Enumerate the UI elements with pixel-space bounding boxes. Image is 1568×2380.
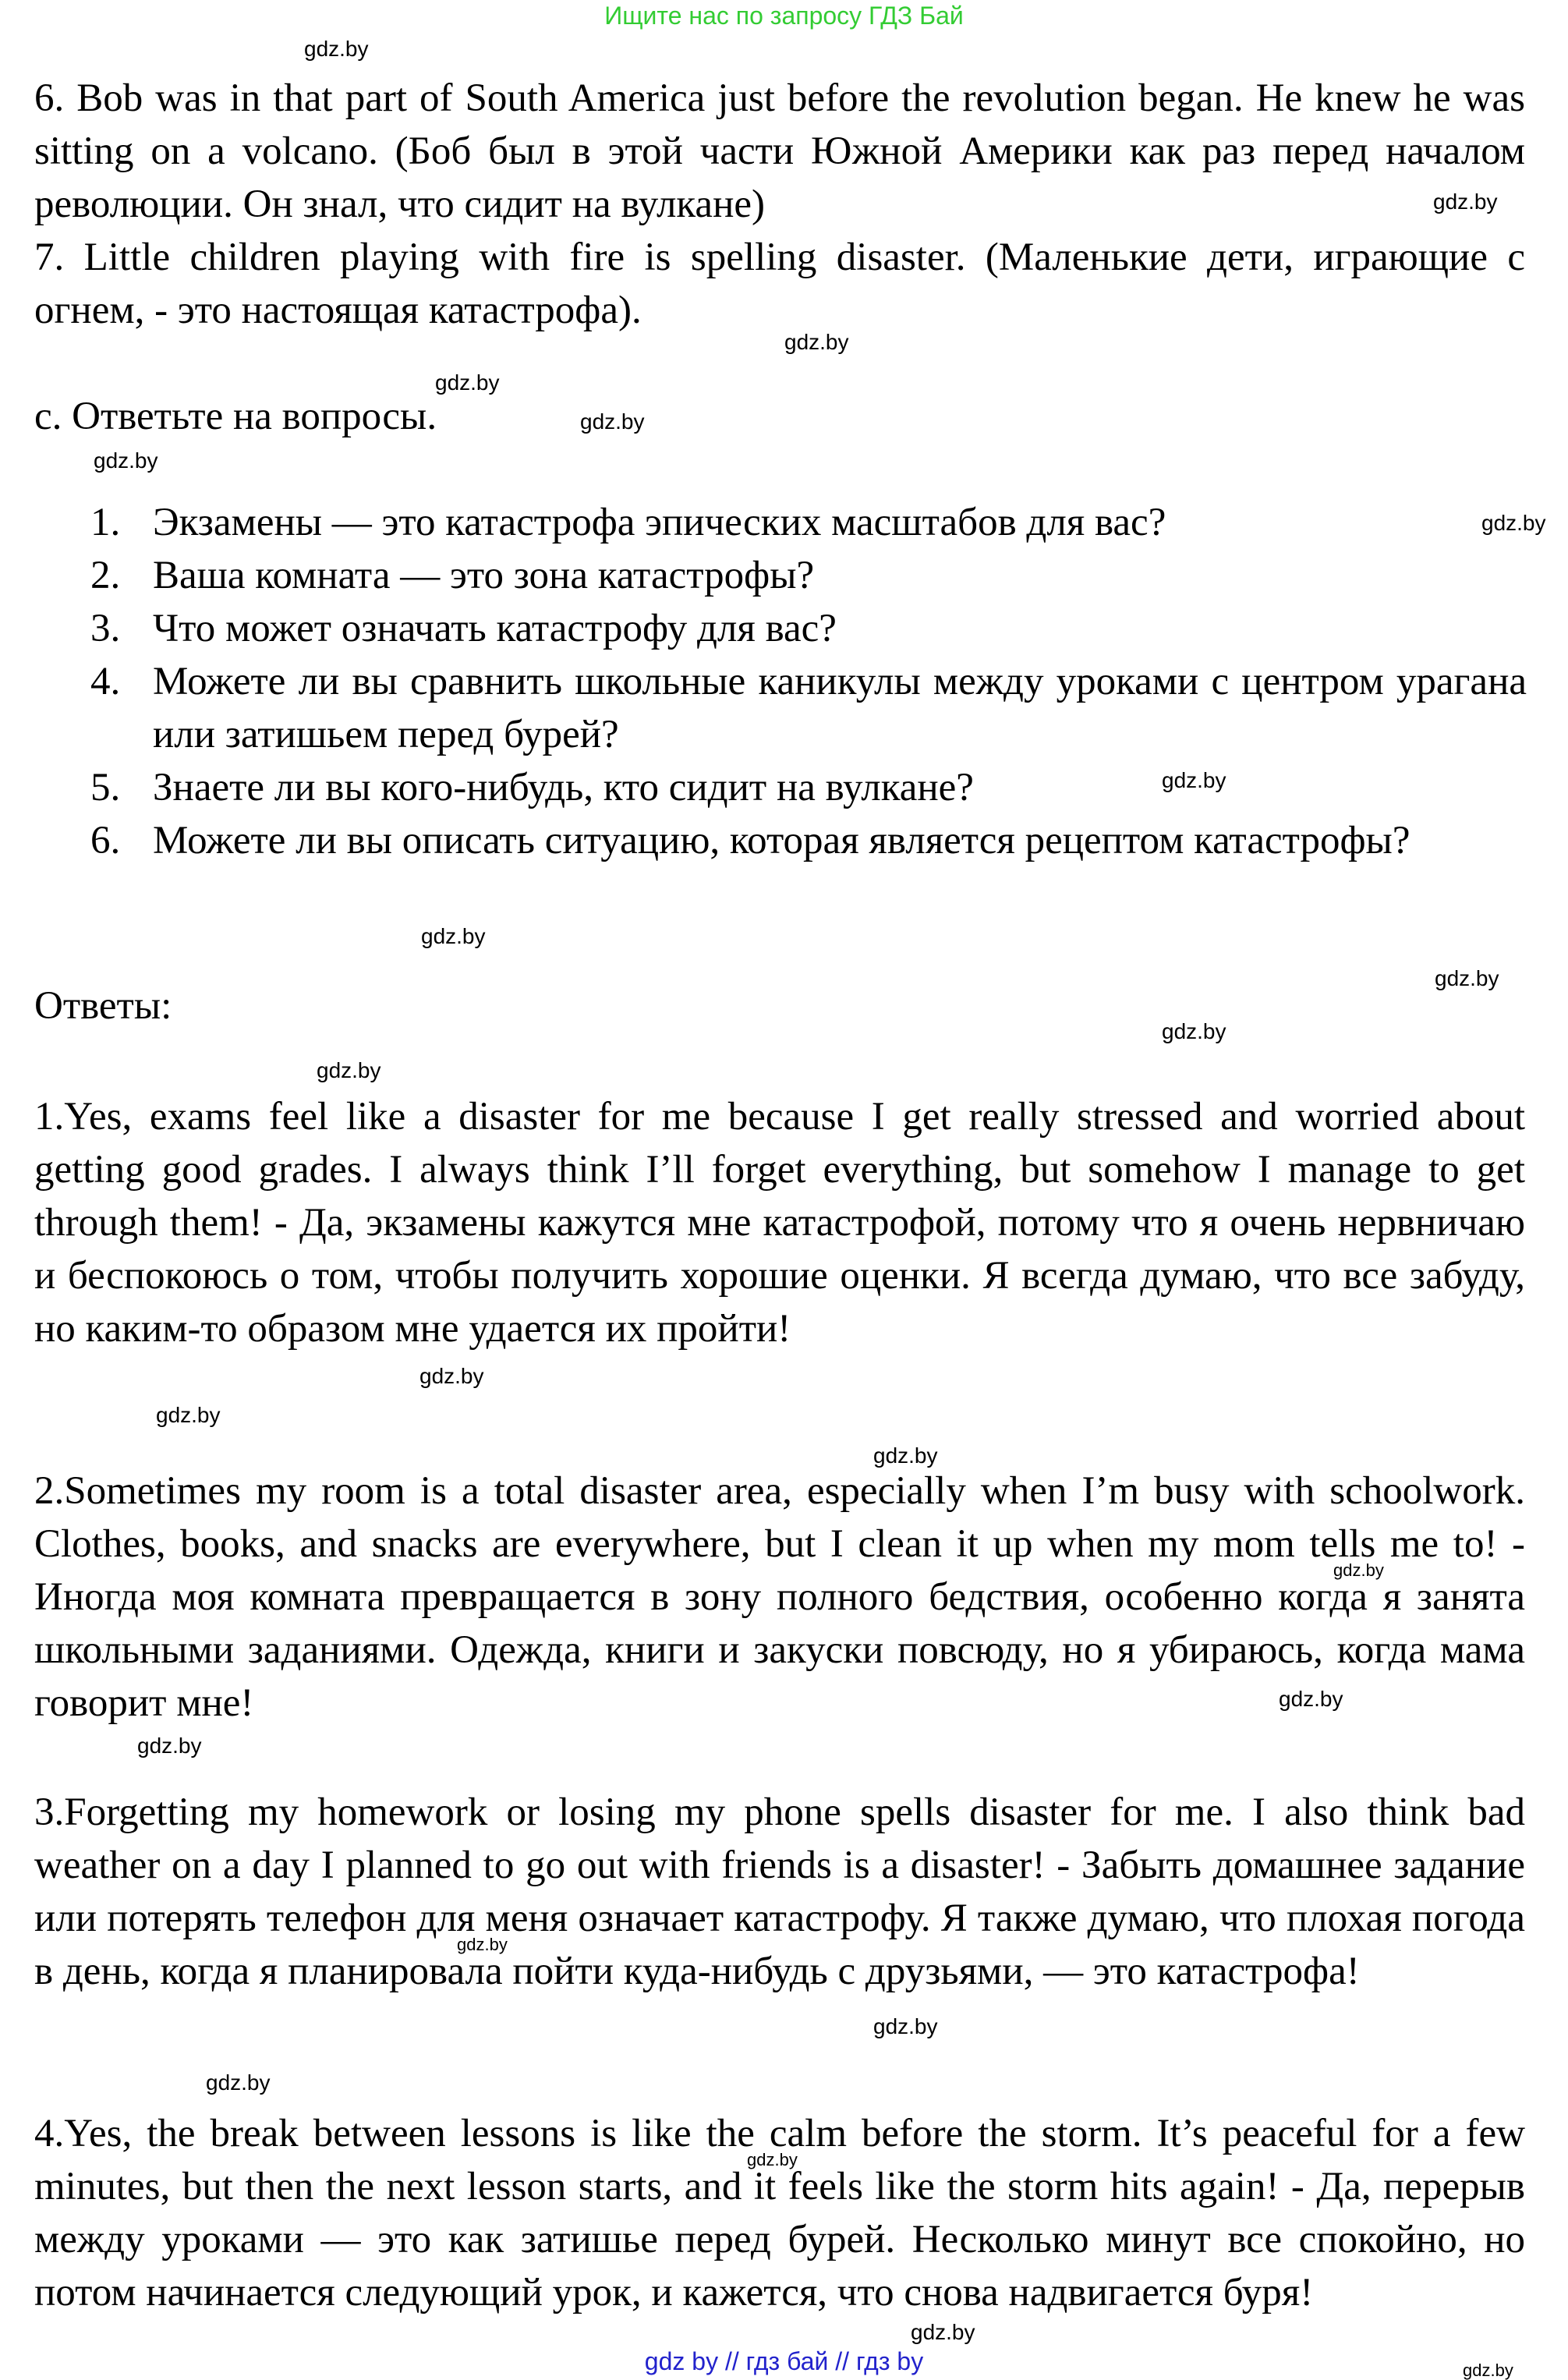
watermark: gdz.by bbox=[94, 448, 158, 473]
question-text: Можете ли вы сравнить школьные каникулы между уроками с центром урагана или затишьем перед бурей? bbox=[153, 660, 1527, 756]
watermark: gdz.by bbox=[1481, 511, 1546, 535]
watermark: gdz.by bbox=[1433, 189, 1498, 214]
watermark: gdz.by bbox=[156, 1403, 221, 1427]
watermark: gdz.by bbox=[911, 2320, 975, 2344]
watermark: gdz.by bbox=[206, 2070, 271, 2095]
watermark: gdz.by bbox=[1279, 1687, 1343, 1711]
answer-2: 2.Sometimes my room is a total disaster area, especially when I’m busy with schoolwork. Clothes, books, and snacks are everywhere, but I clean it up when my mom tells me to! - Иногда моя комната превращается в зону полного бедствия, особенно когда я занята школьными заданиями. Одежда, книги и закуски повсюду, но я убираюсь, когда мама говорит мне! bbox=[34, 1469, 1525, 1725]
watermark: gdz.by bbox=[457, 1935, 508, 1954]
watermark: gdz.by bbox=[873, 2014, 938, 2038]
answer-3: 3.Forgetting my homework or losing my phone spells disaster for me. I also think bad weather on a day I planned to go out with friends is a disaster! - Забыть домашнее задание или потерять телефон для меня означает катастрофу. Я также думаю, что плохая погода в день, когда я планировала пойти куда-нибудь с друзьями, — это катастрофа! bbox=[34, 1790, 1525, 1993]
question-item bbox=[90, 655, 1527, 761]
search-banner[interactable]: Ищите нас по запросу ГДЗ Бай bbox=[604, 2, 964, 30]
question-item bbox=[90, 496, 1527, 549]
question-text: Знаете ли вы кого-нибудь, кто сидит на вулкане? bbox=[153, 766, 974, 809]
question-text: Что может означать катастрофу для вас? bbox=[153, 607, 837, 650]
question-number: 3. bbox=[90, 607, 121, 650]
watermark: gdz.by bbox=[784, 330, 849, 354]
answers-title: Ответы: bbox=[34, 984, 172, 1028]
watermark: gdz.by bbox=[1333, 1560, 1384, 1580]
question-item bbox=[90, 549, 1527, 602]
question-item bbox=[90, 761, 1527, 814]
question-list bbox=[90, 496, 1527, 867]
question-text: Экзамены — это катастрофа эпических масштабов для вас? bbox=[153, 501, 1166, 544]
watermark: gdz.by bbox=[435, 370, 500, 395]
section-c-title: c. Ответьте на вопросы. bbox=[34, 395, 437, 438]
watermark: gdz.by bbox=[421, 924, 486, 948]
question-item bbox=[90, 602, 1527, 655]
answer-1: 1.Yes, exams feel like a disaster for me because I get really stressed and worried about getting good grades. I always think I’ll forget everything, but somehow I manage to get through them! - Да, экзамены кажутся мне катастрофой, потому что я очень нервничаю и беспокоюсь о том, чтобы получить хорошие оценки. Я всегда думаю, что все забуду, но каким-то образом мне удается их пройти! bbox=[34, 1095, 1525, 1351]
watermark: gdz.by bbox=[747, 2150, 798, 2169]
watermark: gdz.by bbox=[580, 409, 645, 434]
watermark: gdz.by bbox=[304, 37, 369, 61]
question-number: 5. bbox=[90, 766, 121, 809]
answer-4: 4.Yes, the break between lessons is like the calm before the storm. It’s peaceful for a few minutes, but then the next lesson starts, and it feels like the storm hits again! - Да, перерыв между уроками — это как затишье перед бурей. Несколько минут все спокойно, но потом начинается следующий урок, и кажется, что снова надвигается буря! bbox=[34, 2112, 1525, 2314]
watermark: gdz.by bbox=[317, 1058, 381, 1082]
watermark: gdz.by bbox=[1162, 768, 1226, 792]
question-number: 4. bbox=[90, 660, 121, 703]
watermark: gdz.by bbox=[1463, 2361, 1513, 2380]
intro-item-7: 7. Little children playing with fire is spelling disaster. (Маленькие дети, играющие с огнем, - это настоящая катастрофа). bbox=[34, 236, 1525, 332]
question-number: 2. bbox=[90, 554, 121, 597]
question-number: 1. bbox=[90, 501, 121, 544]
intro-item-6: 6. Bob was in that part of South America just before the revolution began. He knew he was sitting on a volcano. (Боб был в этой части Южной Америки как раз перед началом революции. Он знал, что сидит на вулкане) bbox=[34, 76, 1525, 226]
question-text: Ваша комната — это зона катастрофы? bbox=[153, 554, 815, 597]
watermark: gdz.by bbox=[1435, 966, 1499, 990]
question-item bbox=[90, 814, 1527, 867]
question-number: 6. bbox=[90, 819, 121, 862]
watermark: gdz.by bbox=[137, 1734, 202, 1758]
watermark: gdz.by bbox=[873, 1443, 938, 1468]
watermark: gdz.by bbox=[419, 1364, 484, 1388]
watermark: gdz.by bbox=[1162, 1019, 1226, 1043]
footer-links[interactable]: gdz by // гдз бай // гдз by bbox=[644, 2347, 924, 2375]
question-text: Можете ли вы описать ситуацию, которая является рецептом катастрофы? bbox=[153, 819, 1410, 862]
